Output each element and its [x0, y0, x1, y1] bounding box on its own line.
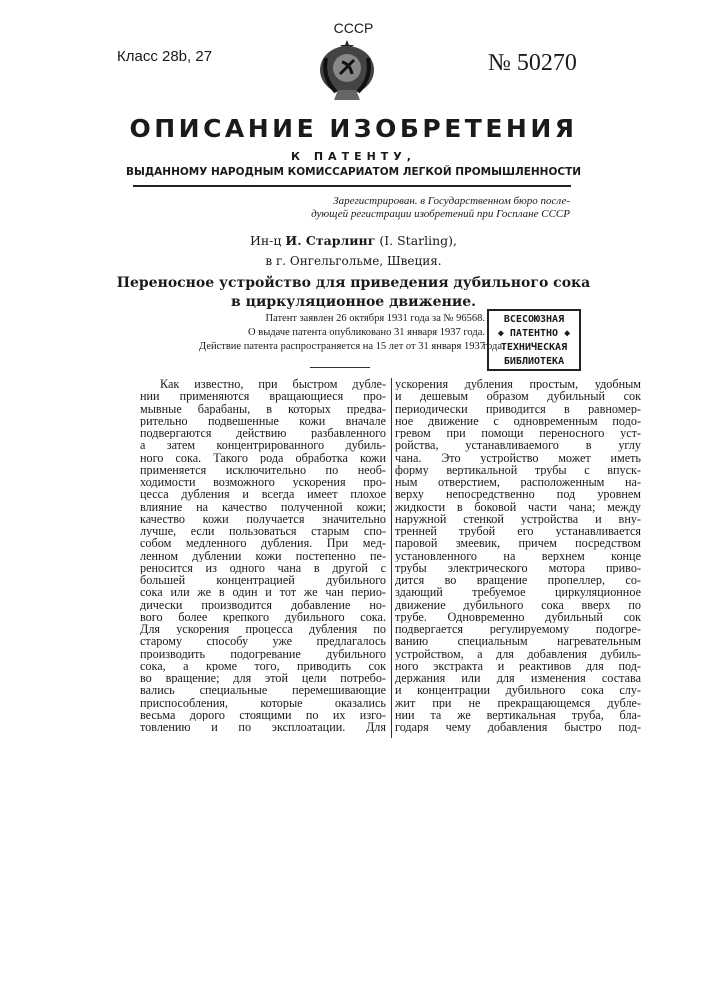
publication-info: О выдаче патента опубликовано 31 января 1937 года. [0, 327, 485, 338]
body-right-column [395, 378, 641, 733]
body-text-line: старому способу уже предлагалось [140, 635, 386, 647]
body-text-line: устройством, а для добавления дубиль- [395, 648, 641, 660]
body-text-line: а затем концентрированного дубиль- [140, 439, 386, 451]
class-label: Класс 28b, 27 [117, 48, 212, 65]
body-text-line: товлению и по эксплоатации. Для [140, 721, 386, 733]
body-text-line: нии применяются вращающиеся про- [140, 390, 386, 402]
invention-title-line: в циркуляционное движение. [0, 293, 707, 312]
inventor-prefix: Ин-ц [250, 233, 282, 248]
body-text-line: ленном дублении кожи постепенно пе- [140, 550, 386, 562]
body-text-line: годаря чему добавления быстро под- [395, 721, 641, 733]
header-divider [133, 185, 571, 187]
body-text-line: тренней трубой его устанавливается [395, 525, 641, 537]
body-text-line: верху непосредственно под уровнем [395, 488, 641, 500]
validity-info-end: года. [483, 341, 505, 352]
inventor-name: И. Старлинг [285, 233, 375, 248]
body-text-line: подвергаются действию разбавленного [140, 427, 386, 439]
library-stamp [487, 309, 581, 371]
body-text-line: трубе. Одновременно дубильный сок [395, 611, 641, 623]
body-text-line: лучше, если пользоваться старым спо- [140, 525, 386, 537]
body-text-line: мывные барабаны, в которых предва- [140, 403, 386, 415]
body-text-line: сока, а кроме того, приводить сок [140, 660, 386, 672]
body-text-line: ройства, устанавливаемого в углу [395, 439, 641, 451]
registration-note [250, 195, 570, 221]
stamp-line: ◆ ПАТЕНТНО ◆ [489, 327, 579, 341]
body-left-column [140, 378, 386, 733]
document-subtitle: К ПАТЕНТУ, [0, 150, 707, 163]
body-text-line: жидкости в боковой части чана; между [395, 501, 641, 513]
body-text-line: большей концентрацией дубильного [140, 574, 386, 586]
body-text-line: форму вертикальной трубы с впуск- [395, 464, 641, 476]
body-text-line: сока или же в один и тот же чан перио- [140, 586, 386, 598]
section-divider [310, 367, 370, 368]
body-text-line: периодически приводится в равномер- [395, 403, 641, 415]
validity-info: Действие патента распространяется на 15 лет от 31 января 1937 [0, 341, 485, 352]
body-text-line: весьма дорого стоящими по их изго- [140, 709, 386, 721]
body-text-line: и дешевым образом дубильный сок [395, 390, 641, 402]
body-text-line: реносится из одного чана в другой с [140, 562, 386, 574]
inventor [0, 233, 707, 248]
body-text-line: Для ускорения процесса дубления по [140, 623, 386, 635]
filing-info: Патент заявлен 26 октября 1931 года за № 96568. [0, 313, 485, 324]
body-text-line: держания или для изменения состава [395, 672, 641, 684]
body-text-line: Как известно, при быстром дубле- [140, 378, 386, 390]
invention-title-line: Переносное устройство для приведения дубильного сока [0, 274, 707, 293]
body-text-line: здающий требуемое циркуляционное [395, 586, 641, 598]
stamp-line: ТЕХНИЧЕСКАЯ [489, 341, 579, 355]
body-text-line: ным отверстием, расположенным на- [395, 476, 641, 488]
body-text-line: рительно подвешенные кожи вначале [140, 415, 386, 427]
body-text-line: ного экстракта и реактивов для под- [395, 660, 641, 672]
stamp-line: БИБЛИОТЕКА [489, 355, 579, 369]
body-text-line: гревом при помощи переносного уст- [395, 427, 641, 439]
body-text-line: вались специальные перемешивающие [140, 684, 386, 696]
body-text-line: наружной стенкой устройства и вну- [395, 513, 641, 525]
country-label: СССР [0, 20, 707, 36]
body-text-line: установленного на верхнем конце [395, 550, 641, 562]
body-text-line: качество кожи получается значительно [140, 513, 386, 525]
column-divider [391, 378, 392, 738]
invention-title [0, 274, 707, 312]
body-text-line: вого более крепкого дубильного сока. [140, 611, 386, 623]
body-text-line: цесса дубления и всегда имеет плохое [140, 488, 386, 500]
body-text-line: во вращение; для этой цели потребо- [140, 672, 386, 684]
body-text-line: паровой змеевик, причем посредством [395, 537, 641, 549]
document-title: ОПИСАНИЕ ИЗОБРЕТЕНИЯ [0, 114, 707, 143]
body-text-line: ходимости возможного ускорения про- [140, 476, 386, 488]
registration-note-line: дующей регистрации изобретений при Госплане СССР [250, 208, 570, 221]
body-text-line: движение дубильного сока вверх по [395, 599, 641, 611]
body-text-line: приспособления, которые оказались [140, 697, 386, 709]
patent-number: № 50270 [488, 50, 577, 77]
body-text-line: влияние на качество полученной кожи; [140, 501, 386, 513]
issuing-authority: ВЫДАННОМУ НАРОДНЫМ КОМИССАРИАТОМ ЛЕГКОЙ ПРОМЫШЛЕННОСТИ [0, 166, 707, 178]
body-text-line: ускорения дубления простым, удобным [395, 378, 641, 390]
body-text-line: чана. Это устройство может иметь [395, 452, 641, 464]
body-text-line: нии та же вертикальная труба, бла- [395, 709, 641, 721]
registration-note-line: Зарегистрирован. в Государственном бюро после- [250, 195, 570, 208]
inventor-latin: (I. Starling), [379, 233, 457, 248]
body-text-line: дится во вращение пропеллер, со- [395, 574, 641, 586]
body-text-line: трубы электрического мотора приво- [395, 562, 641, 574]
inventor-location: в г. Онгельгольме, Швеция. [0, 254, 707, 268]
stamp-line: ВСЕСОЮЗНАЯ [489, 313, 579, 327]
body-text-line: ванию специальным нагревательным [395, 635, 641, 647]
body-text-line: дически производится добавление но- [140, 599, 386, 611]
body-text-line: и концентрации дубильного сока слу- [395, 684, 641, 696]
body-text-line: жит при не прекращающемся дубле- [395, 697, 641, 709]
body-text-line: собом медленного дубления. При мед- [140, 537, 386, 549]
body-text-line: ное движение с одновременным подо- [395, 415, 641, 427]
ussr-emblem-icon [314, 38, 380, 104]
body-text-line: ного сока. Такого рода обработка кожи [140, 452, 386, 464]
body-text-line: применяется исключительно по необ- [140, 464, 386, 476]
body-text-line: подвергается регулируемому подогре- [395, 623, 641, 635]
body-text-line: производить подогревание дубильного [140, 648, 386, 660]
